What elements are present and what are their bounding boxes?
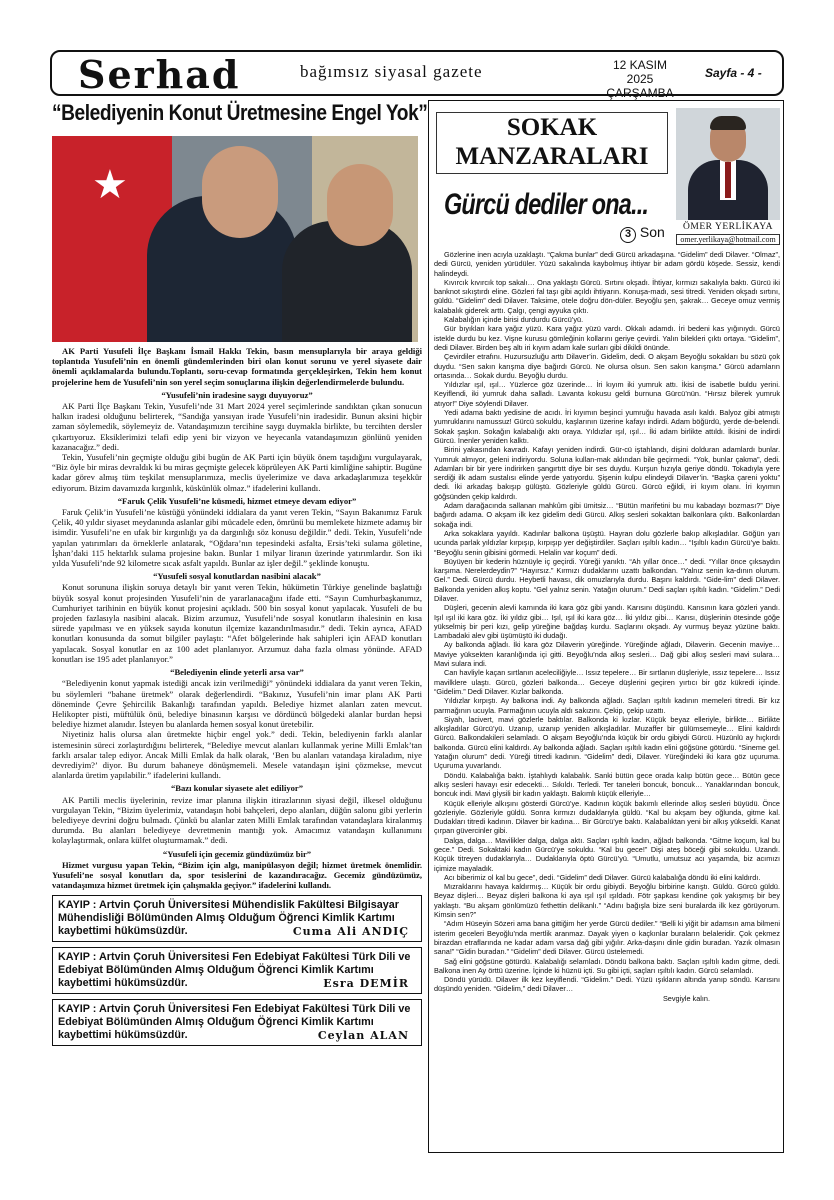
column-paragraph: Küçük elleriyle alkışını gösterdi Gürcü’ye. Kadının küçük bakımlı ellerinde alkış sesleri büyüdü. Önce gözleriyle. Gözleriyle güldü. Sonra kırmızı dudaklarıyla güldü. “Kal bu akşam bey oğlunda, gitme kal. Dudakları titredi kadının. Dilaver bir kadına… Bir Gürcü’ye baktı. Kalabalıktan yeni bir alkış yükseldi. Kanat çırpan güvercinler gibi. (434, 798, 780, 836)
article-paragraph: Faruk Çelik’in Yusufeli’ne küstüğü yönündeki iddialara da yanıt veren Tekin, “Sayın Bakanımız Faruk Çelik, 40 yıldır siyaset meydanında aslanlar gibi mücadele eden, ömrünü bu memlekete hizmete adamış bir isimdir. Yusufeli’ne en ufak bir kırgınlığı ya da dargınlığı söz konusu değildir.” dedi. Tekin, Yusufeli’nde yapılan yatırımları da örneklerle anlatarak, “Oğdara’nın tepesindeki asfalta, Ersis’teki sulama göletine, İşhan’daki 115 hektarlık sulama projesine bakın. Bunlar 1 milyar liranın üzerinde yatırımlardır. Son iki yılda Yusufeli’nde 92 kilometre sıcak asfalt yapıldı. Bunlar az işler değil.” şeklinde konuştu. (52, 507, 422, 569)
lost-notice-signature: Ceylan ALAN (317, 1029, 409, 1043)
headline: “Belediyenin Konut Üretmesine Engel Yok” (52, 100, 428, 125)
author-name: ÖMER YERLİKAYA (683, 222, 773, 232)
person-left-head (202, 146, 278, 238)
lost-notice-signature: Esra DEMİR (323, 977, 409, 991)
column-paragraph: Mızraklarını havaya kaldırmış… Küçük bir ordu gibiydi. Beyoğlu birbirine karıştı. Güldü. Gürcü güldü. Beyaz dişleri… Beyaz dişleri balkona ki aya ışıl ışıl ışıldadı. Fötr şapkası kendine çok yakışmış bir bey yaklaştı. “Bu akşam gönlümüzü fethettin delikanlı.” “Adını bağışla bize seni buralarda ilk kez görüyorum. Kimsin sen?” (434, 882, 780, 920)
lost-notice-text: KAYIP : Artvin Çoruh Üniversitesi Fen Edebiyat Fakültesi Türk Dili ve Edebiyat Bölümünden Almış Olduğum Öğrenci Kimlik Kartımı kaybettimi hükümsüzdür. (58, 1003, 411, 1042)
lost-notice-text: KAYIP : Artvin Çoruh Üniversitesi Mühendislik Fakültesi Bilgisayar Mühendisliği Bölümünden Almış Olduğum Öğrenci Kimlik Kartımı kaybettimi hükümsüzdür. (58, 899, 399, 938)
column-paragraph: Arka sokaklara yayıldı. Kadınlar balkona üşüştü. Hayran dolu gözlerle bakıp alkışladılar. Göğün yarı ucunda parlak yıldızlar kırpışıp, kırpışıp yer değiştirdiler. Saçları ışıltılı kadın… “Işıltılı kadın Gürcü’ye baktı. “Beyoğlu senin gibisini görmedi. Helalin var koçum” dedi. (434, 528, 780, 557)
author-tie (725, 162, 731, 198)
column-paragraph: Birini yakasından kavradı. Kafayı yeniden indirdi. Gür-cü iştahlandı, dişini dolduran adamlardı bunlar. Yumruk almıyor, geleni indiriyordu. Soluna kullan-mak aklından bile geçirmedi. “Yok, bunlar çakma”, dedi. Adamları bir bir yere indirirken şangırtıtt diye bir ses duydu. Kurşun hızıyla geriye döndü. Tokadıyla yere serdiği ilk adam sustalısı elinde yerde yatıyordu. Şişenin kulpu elindeydi Dilaver’in. “Başka çareni yoktu” dedi. İki arkadaş bakışıp gülüştü. Gözleriyle güldü Gürcü. Gürcü eğildi, iri kıyım olanı. İri kıyımın göğsünden çekip kaldırdı. (434, 445, 780, 501)
person-right-head (327, 164, 393, 246)
column-paragraph: Kıvırcık kıvırcık top sakalı… Ona yaklaştı Gürcü. Sırtını okşadı. İhtiyar, kırmızı sakalıyla baktı. Gürcü iki banknot sıkıştırdı eline. Gözleri fal taşı gibi açıldı ihtiyarın. Konuşa-madı, sesi titredi. Yeniden okşadı sırtını, güldü. “Gidelim” dedi Dilaver. Taksime, otele doğru dön-düler. Beyoğlu şen, şakrak… Geceye omuz vermiş kalabalık giderek arttı. Çalgı, çengi ayyuka çıktı. (434, 277, 780, 315)
column-text (434, 250, 780, 1003)
column-paragraph: Yıldızlar kırpıştı. Ay balkona indi. Ay balkonda ağladı. Saçları ışıltılı kadının memeleri titredi. Bir kız parmağının ucuyla. Parmağının ucuyla aldı sakızını. Çekip, çekip uzattı. (434, 696, 780, 715)
notices (52, 895, 422, 1046)
column-paragraph: Döndü yürüdü. Dilaver ilk kez keyiflendi. “Gidelim.” Dedi. Yüzü ışıkların altında yanıp söndü. Karısını düşündü yeniden. “Gidelim,” dedi Dilaver… (434, 975, 780, 994)
masthead: Serhad (78, 52, 241, 97)
column-paragraph: Adam darağacında sallanan mahkûm gibi ümitsiz… “Bütün marifetini bu mu kabadayı bozması?” Diye bağırdı adama. O akşam ilk kez gidelim dedi Gürcü. Alkış sesleri sokaktan balkonlara çıktı. Balkonlardan sokağa indi. (434, 501, 780, 529)
article-subheading: “Yusufeli sosyal konutlardan nasibini alacak” (153, 571, 321, 582)
article-paragraph: Konut sorununa ilişkin soruya detaylı bir yanıt veren Tekin, hükümetin Türkiye genelinde başlattığı büyük sosyal konut projesinden Yusufeli’nin de yararlanacağını ifade etti. “Sayın Cumhurbaşkanımız, Cumhuriyet tarihinin en büyük konut projesini açıkladı. 500 bin sosyal konut yapılacak. Yusufeli de bu projeden fazlasıyla nasibini alacak. Bizim arzumuz, Yusufeli’nde sosyal konutların ihalesinin en kısa sürede yapılması ve en yüksek sayıda konutun ilçemize kazandırılmasıdır.” dedi. Tekin ayrıca, AFAD konutları konusunda da somut bilgiler paylaştı: “Afet bölgelerinde hak sahipleri için AFAD konutları yapılacak. Sosyal konutlar en az 100 adet planlanıyor. Arzumuz daha fazla olması yönünde. AFAD konutları ise 195 adet planlanıyor.” (52, 582, 422, 664)
article-paragraph: AK Parti Yusufeli İlçe Başkanı İsmail Hakkı Tekin, basın mensuplarıyla bir araya geldiği toplantıda Yusufeli’nin en önemli gündemlerinden biri olan konut sorunu ve yerel siyasete dair önemli açıklamalarda bulundu.Toplantı, soru-cevap formatında gerçekleşirken, Tekin hem konut projelerine hem de Yusufeli’nin son yerel seçim sonuçlarına ilişkin değerlendirmelerde bulundu. (52, 346, 422, 387)
news-photo (52, 136, 418, 342)
column-paragraph: Kalabalığın içinde birisi durdurdu Gürcü’yü. (444, 315, 584, 325)
column-paragraph: “Adım Hüseyin Sözeri ama bana gittiğim her yerde Gürcü dediler.” “Belli ki yiğit bir adamsın ama bilmeni isterim geceleri Beyoğlu’nda mertlik aranmaz. Dayak yiyen o kaçkınlar buraların belaleridir. Çok çekmez birazdan etraflarında ne kadar adam varsa dağ gibi yığılır. Arka-daşını dinle gidin buradan. Yazık olmasın sana!” “Gidin buradan.” “Gidelim” dedi Dilaver. Gürcü üstelemedi. (434, 919, 780, 957)
flag-star-icon: ★ (92, 162, 128, 207)
slogan: bağımsız siyasal gazete (300, 62, 483, 81)
column-paragraph: Büyüyen bir kederin hüznüyle iç geçirdi. Yüreği yanıktı. “Ah yıllar önce…” dedi. “Yıllar önce çıksaydın karşıma. Nerelerdeydin?” “Hayırsız.” Kırmızı dudaklarını uzattı balkondan. “Yalnız senin ka-dının olurum. Gel.” Dedi. Gürcü durdu. Heybetli havası, dik omuzlarıyla durdu. Başını kaldırdı. “Gide-lim” dedi Dilaver. Balkonda yeniden alkış koptu. “Gel yalnız senin. Yatağın olurum.” Dedi saçları ışıltılı kadın. “Gidelim.” Dedi Dilaver. (434, 556, 780, 603)
article-subheading: “Bazı konular siyasete alet ediliyor” (170, 783, 304, 794)
column-paragraph: Gözlerine inen acıyla uzaklaştı. “Çakma bunlar” dedi Gürcü arkadaşına. “Gidelim” dedi Dilaver. “Olmaz”, dedi Gürcü, yeniden yürüdüler. Yüzü sakalında kaybolmuş ihtiyar bir adam gördü köşede. Sessiz, kendi halindeydi. (434, 250, 780, 278)
lost-notice-text: KAYIP : Artvin Çoruh Üniversitesi Fen Edebiyat Fakültesi Türk Dili ve Edebiyat Bölümünden Almış Olduğum Öğrenci Kimlik Kartımı kaybettimi hükümsüzdür. (58, 951, 411, 990)
lost-notice-signature: Cuma Ali ANDIÇ (292, 925, 409, 939)
lost-notice (52, 999, 422, 1046)
section-title-line-2: MANZARALARI (455, 143, 649, 170)
column-paragraph: Siyah, lacivert, mavi gözlerle baktılar. Balkonda ki kızlar. Küçük beyaz elleriyle, birlikte… Birlikte alkışladılar Gürcü’yü. Uzanıp, uzanıp yeniden alkışladılar. Muzaffer bir gülümsemeyle… Elini kaldırdı Gürcü. Balkondakileri selamladı. O akşam Beyoğlu’nda küçük bir ordu gibiydi Gürcü. Hüzünlü ay hıçkırdı balkonda. Gürcü elini kaldırdı. Ay balkonda ağladı. Saçları ışıltılı kadın elini göğsüne götürdü. “Sineme gel. Yatağın olurum” dedi. Yüreği titredi kadının. “Gidelim” dedi, Dilaver. Yüreğindeki iki kara göz uçuruma. Uçuruma yuvarlandı. (434, 714, 780, 771)
article-paragraph: Niyetiniz halis olursa alan üretmekte hiçbir engel yok.” dedi. Tekin, belediyenin farklı alanlar istemesinin süreci zorlaştırdığını belirterek, “Belediye mevcut alanları kullanmak yerine Milli Emlak’tan farklı arsalar talep ediyor. Ancak Milli Emlak da halk olarak, ‘Ben bu alanları vatandaşa kiraladım, niye devrediyim?’ diyor. Bu durum bahaneye dönüşmemeli. Mesele vatandaşın işini çözmekse, mevcut alanlarda üretim yapılabilir.” ifadelerini kullandı. (52, 729, 422, 781)
column-title: Gürcü dediler ona... (444, 188, 649, 221)
column-paragraph: Sağ elini göğsüne götürdü. Kalabalığı selamladı. Döndü balkona baktı. Saçları ışıltılı kadın gitme, dedi. Balkona inen Ay örttü üzerine. İçinde ki hüznü içti. Su gibi içti, saçları ışıltılı kadın. Gürcü selamladı. (434, 956, 780, 975)
column-paragraph: Yıldızlar ışıl, ışıl… Yüzlerce göz üzerinde… İri kıyım iki yumruk attı. İkisi de isabetle buldu yerini. Keyiflendi, iki yumruk daha salladı. Lavanta kokusu geldi burnuna Gürcü’nün. “Hırsız bilerek yumruk atıyor!” Diye söylendi Dilaver. (434, 380, 780, 408)
part-label (620, 224, 665, 243)
column-paragraph: Döndü. Kalabalığa baktı. İştahlıydı kalabalık. Sanki bütün gece orada kalıp bütün gece… Bütün gece alkış sesleri havayı esir edecekti… Sıkıldı. Terledi. Ter taneleri boncuk, boncuk… Yanaklarından boncuk, boncuk indi. Mavi gİysili bir kadın yaklaştı. Bakımlı küçük elleriyle… (434, 770, 780, 799)
column-paragraph: Gür bıyıkları kara yağız yüzü. Kara yağız yüzü vardı. Okkalı adamdı. İri bedeni kas yığınıydı. Gürcü istekle durdu bu kez. Vişne kurusu gömleğinin kollarını geriye çevirdi. Yalın bilekleri çıktı ortaya. “Gidelim”, dedi Dilaver. Birden beş altı iri kıyım adam kale surları gibi dikildi önünde. (434, 324, 780, 352)
lost-notice (52, 947, 422, 994)
part-text: Son (639, 224, 665, 240)
column-paragraph: Yedi adama baktı yedisine de acıdı. İri kıyımın beşinci yumruğu havada asılı kaldı. Balyoz gibi atmıştı yumruklarını namussuz! Gürcü sokuldu, kaşlarının üzerine kafayı indirdi. Adam böğürdü, yerde de-belendi. Sokak şaşkın. Sokağın kalabalığı aktı oraya. Yıldızlar ışıl, ışıl… İki adam birlikte attıldı. İkisini de indirdi Gürcü. İnenler yeniden kalktı. (434, 408, 780, 445)
article-paragraph: Tekin, Yusufeli’nin geçmişte olduğu gibi bugün de AK Parti için büyük önem taşıdığını vurgulayarak, “Biz öyle bir miras devraldık ki bu miras geçmişte gelecek köprüleyen AK Parti kimliğine sahiptir. Bugüne kadar görev almış tüm teşkilat mensuplarımıza, meclis üyelerimize ve dava arkadaşlarımıza teşekkür ediyorum. Bizim davamızda kırgınlık, küskünlük olmaz.” ifadelerini kullandı. (52, 452, 422, 493)
column-paragraph: Düşleri, gecenin alevli karnında iki kara göz gibi yandı. Karısını düşündü. Karısının kara gözleri yandı. Işıl ışıl iki kara göz. İki yıldız gibi… Işıl, ışıl iki kara göz… İki yıldız gibi… Karısı, düşlerinin ötesinde göğe yükselmiş bir peri kızı, gelip yüreğine bağdaş kurdu. Saçlarını okşadı. Ay vurmuş beyaz yüzüne baktı. Lambadaki alev gibi üşümüştü iki dudağı. (434, 603, 780, 641)
article-subheading: “Faruk Çelik Yusufeli’ne küsmedi, hizmet etmeye devam ediyor” (117, 495, 357, 506)
issue-date: 12 KASIM 2025 (612, 58, 668, 86)
column-paragraph: Can havliyle kaçan sırtlanın aceleciliğiyle… Issız tepelere… Bir sırtlanın düşleriyle, ıssız tepelere… Issız mavilklere ulaştı. Gürcü, gözleri balkonda… Geceye düşlerini geçiren yırtıcı bir göz kükredi içinde. “Gidelim.” Dedi Dilaver. Kızlar balkonda. (434, 668, 780, 696)
article-paragraph: AK Parti İlçe Başkanı Tekin, Yusufeli’nde 31 Mart 2024 yerel seçimlerinde sandıktan çıkan sonucun halkın iradesi olduğunu belirterek, “Sandığa yansıyan irade Yusufeli’nin iradesidir. Bunun aksini hiçbir zaman söylemedik, söylemeyiz de. Vatandaşımızın tercihine saygı duymakla birlikte, bu tercihten dersler çıkartıyoruz. Eksiklerimizi telafi edip yeni bir vizyon ve heyecanla vatandaşımızın gönlünü yeniden kazanacağız.” dedi. (52, 401, 422, 452)
section-title-line-1: SOKAK (506, 114, 598, 141)
author-photo (676, 108, 780, 220)
column-paragraph: Ay balkonda ağladı. İki kara göz Dilaverin yüreğinde. Yüreğinde ağladı, Dilaverin. Gecenin maviye… Maviye yüksekten karanlığında içi gitti. Beyoğlu’nda alkış sesleri… Dağ gibi alkış sesleri mavi sulara… Mavi sulara indi. (434, 640, 780, 669)
column-paragraph: Çevirdiler etrafını. Huzursuzluğu arttı Dilaver’in. Gidelim, dedi. O akşam Beyoğlu sokakları bu sözü çok duydu. “Sen sakın karışma diye bağırdı Gürcü. Ne olursa olsun. Sen sakın karışma.” Gürcü adamların ortasında… Sokak durdu. Beyoğlu durdu. (434, 352, 780, 380)
article-paragraph: Hizmet vurgusu yapan Tekin, “Bizim için algı, manipülasyon değil; hizmet üretmek önemlidir. Yusufeli’ne sosyal konutları da, spor tesislerini de kazandıracağız. Gecemiz gündüzümüz, vatandaşımıza hizmet üretmek için çalışmakla geçiyor.” ifadelerini kullandı. (52, 859, 422, 891)
column-section-title (436, 112, 668, 174)
article-subheading: “Yusufeli için gecemiz gündüzümüz bir” (162, 848, 312, 859)
author-hair (710, 116, 746, 130)
part-number-badge: 3 (620, 227, 636, 243)
column-paragraph: Acı biberimiz ol kal bu gece”, dedi. “Gidelim” dedi Dilaver. Gürcü kalabalığa döndü iki elini kaldırdı. (444, 872, 761, 882)
date-block (600, 58, 680, 100)
article-paragraph: “Belediyenin konut yapmak istediği ancak izin verilmediği” yönündeki iddialara da yanıt veren Tekin, bu söylemleri “bahane üretmek” olarak değerlendirdi. “Bakınız, Yusufeli’nin imar planı AK Parti döneminde Çevre Şehircilik Bakanlığı tarafından yapıldı. Belediye hizmet alanları zaten mevcut. Helikopter pisti, müftülük önü, belediye binasının karşısı ve dördüncü bölgedeki alanlar burdan hepsi belediye hizmet alanıdır. İsteyen bu alanlarda hemen sosyal konut üretebilir. (52, 678, 422, 730)
news-article (52, 346, 422, 890)
article-paragraph: AK Partili meclis üyelerinin, revize imar planına ilişkin itirazlarının siyasi değil, ilkesel olduğunu vurgulayan Tekin, “Bizim üyelerimiz, vatandaşın hobi bahçeleri, depo alanları, düğün salonu gibi yerlerin belediyeye devrini doğru bulmadı. Çünkü bu alanlar zaten Milli Emlak tarafından vatandaşlara kiralanmış durumda. Bu alanları belediyeye devretmenin mantığı yok. Amacımız vatandaşın kullanımını kolaylaştırmak, onlara külfet oluşturmamak.” dedi. (52, 794, 422, 846)
issue-day: ÇARŞAMBA (606, 86, 674, 100)
column-paragraph: Dalga, dalga… Mavilikler dalga, dalga aktı. Saçları ışıltılı kadın, ağladı balkonda. “Gitme koçum, kal bu gece.” Dedi. Sokaktaki kadın Gürcü’ye sokuldu. “Kal bu gece!” Dişi ateş böceği gibi sokuldu. Uzandı. Küçük titreyen dudaklarıyla… Dudaklarıyla öptü Gürcü’yü. “Umutlu, umutsuz acı yaşamda, biz acımızı içimize mayaladık. (434, 835, 780, 873)
page-number: Sayfa - 4 - (705, 66, 762, 80)
article-subheading: “Belediyenin elinde yeterli arsa var” (170, 667, 304, 678)
lost-notice (52, 895, 422, 942)
article-subheading: “Yusufeli’nin iradesine saygı duyuyoruz” (161, 389, 313, 400)
author-email: omer.yerlikaya@hotmail.com (676, 234, 780, 245)
news-column (52, 100, 428, 1153)
column-sign-off: Sevgiyle kalın. (662, 993, 710, 1003)
